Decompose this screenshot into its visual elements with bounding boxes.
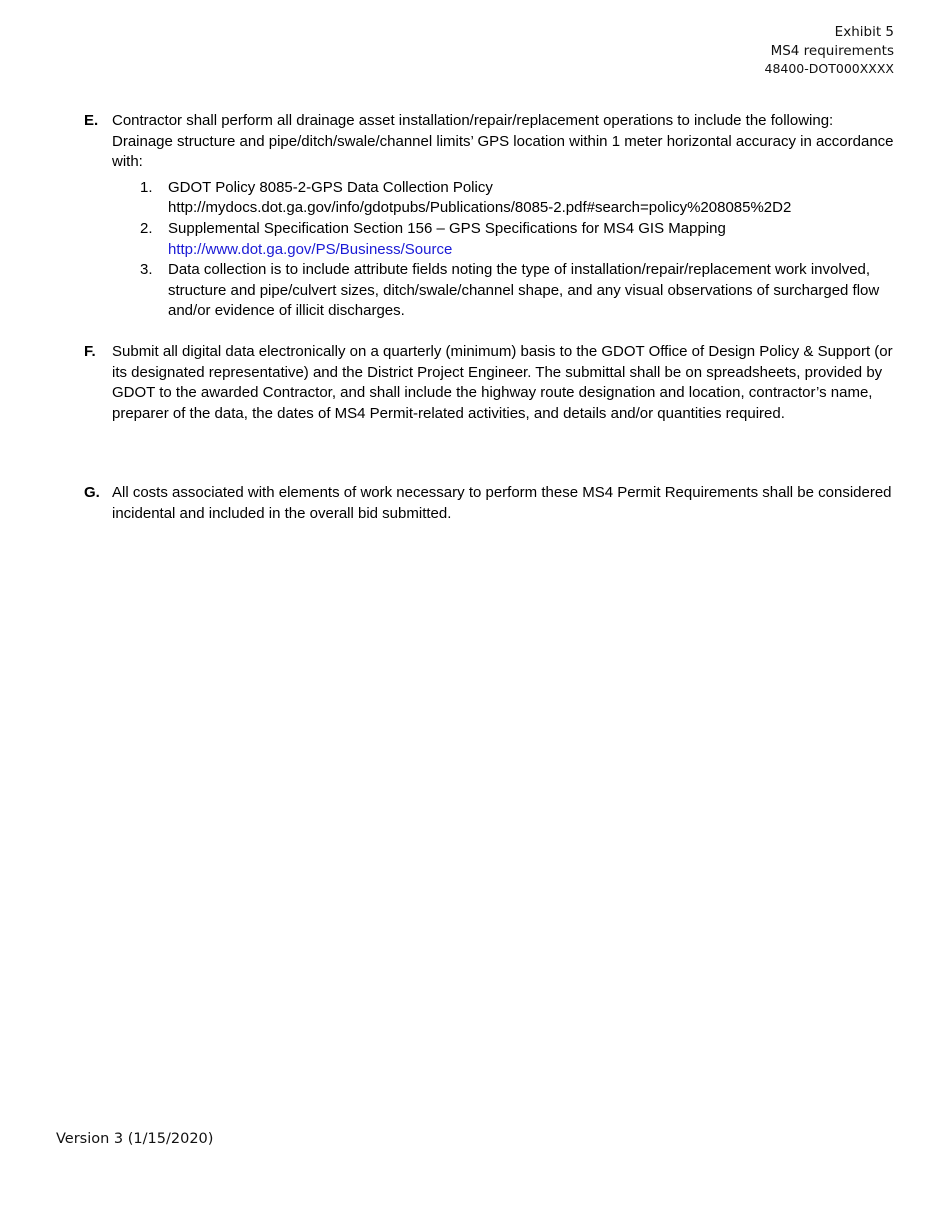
section-letter: G. — [84, 484, 100, 501]
list-item — [112, 219, 896, 260]
section-f — [84, 342, 896, 424]
exhibit-label: Exhibit 5 — [834, 24, 894, 40]
list-number: 1. — [140, 178, 153, 196]
document-code: 48400-DOT000XXXX — [764, 61, 894, 76]
page-header — [765, 23, 895, 77]
list-item — [112, 260, 896, 322]
section-g — [84, 483, 896, 524]
section-letter: E. — [84, 112, 99, 129]
section-text: All costs associated with elements of work necessary to perform these MS4 Permit Requirements shall be considered incidental and included in the overall bid submitted. — [112, 484, 892, 522]
source-link[interactable]: http://www.dot.ga.gov/PS/Business/Source — [168, 240, 453, 258]
version-footer: Version 3 (1/15/2020) — [56, 1131, 214, 1147]
list-item-text: Supplemental Specification Section 156 – GPS Specifications for MS4 GIS Mapping — [168, 219, 726, 237]
list-item-text: GDOT Policy 8085-2-GPS Data Collection Policy — [168, 178, 493, 196]
list-number: 3. — [140, 261, 153, 279]
section-e — [84, 111, 896, 322]
section-text: Submit all digital data electronically on a quarterly (minimum) basis to the GDOT Office of Design Policy & Support (or its designated representative) and the District Project Engineer. The submittal shall be on spreadsheets, provided by GDOT to the awarded Contractor, and shall include the highway route designation and location, contractor’s name, preparer of the data, the dates of MS4 Permit-related activities, and details and/or quantities required. — [112, 343, 893, 422]
list-number: 2. — [140, 219, 153, 237]
section-text: Contractor shall perform all drainage asset installation/repair/replacement operations to include the following: Drainage structure and pipe/ditch/swale/channel limits’ GPS location within 1 meter horizontal accuracy in accordance with: — [112, 112, 894, 171]
list-item-text: Data collection is to include attribute fields noting the type of installation/repair/replacement work involved, structure and pipe/culvert sizes, ditch/swale/channel shape, and any visual observations of surcharged flow and/or evidence of illicit discharges. — [168, 261, 880, 320]
document-title: MS4 requirements — [770, 43, 894, 59]
section-letter: F. — [84, 343, 96, 360]
sub-list — [112, 178, 896, 322]
policy-url: http://mydocs.dot.ga.gov/info/gdotpubs/Publications/8085-2.pdf#search=policy%208085%2D2 — [168, 199, 792, 217]
list-item — [112, 178, 896, 219]
